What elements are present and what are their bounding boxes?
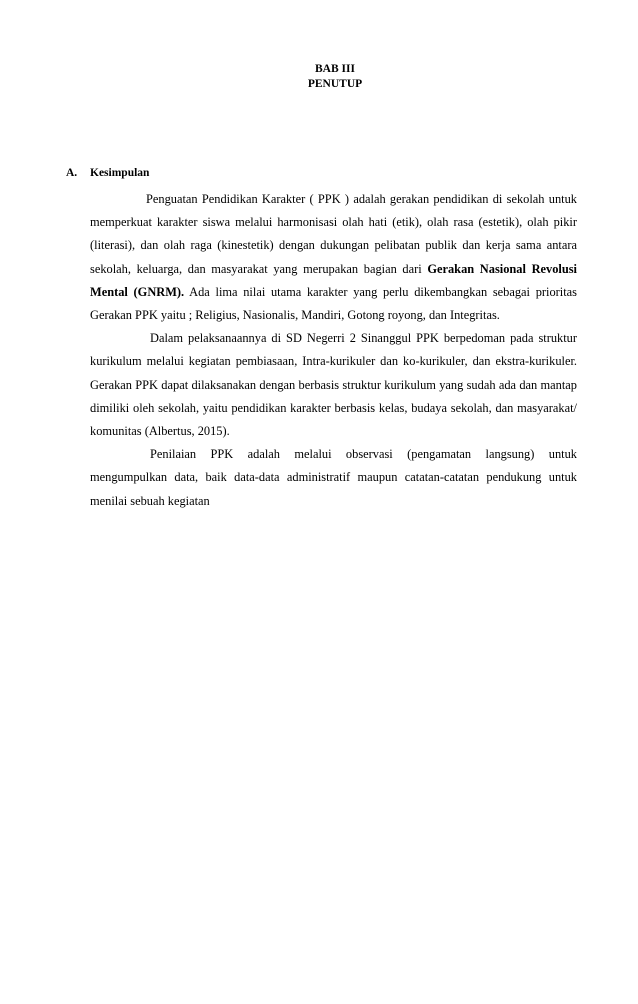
paragraph-1 [90, 188, 577, 327]
chapter-number: BAB III [315, 63, 355, 75]
paragraph-1-text-end: Ada lima nilai utama karakter yang perlu dikembangkan sebagai prioritas Gerakan PPK yaitu ; Religius, Nasionalis, Mandiri, Gotong royong, dan Integritas. [90, 284, 577, 323]
body-text [90, 188, 577, 513]
section-title: Kesimpulan [90, 167, 150, 179]
paragraph-2: Dalam pelaksanaannya di SD Negerri 2 Sinanggul PPK berpedoman pada struktur kurikulum melalui kegiatan pembiasaan, Intra-kurikuler dan ko-kurikuler, dan ekstra-kurikuler. Gerakan PPK dapat dilaksanakan dengan berbasis struktur kurikulum yang sudah ada dan mantap dimiliki oleh sekolah, yaitu pendidikan karakter berbasis kelas, budaya sekolah, dan masyarakat/ komunitas (Albertus, 2015). [90, 331, 577, 439]
paragraph-1-text: Penguatan Pendidikan Karakter ( PPK ) adalah gerakan pendidikan di sekolah untuk memperkuat karakter siswa melalui harmonisasi olah hati (etik), olah rasa (estetik), olah pikir (literasi), dan olah raga (kinestetik) dengan dukungan pelibatan publik dan kerja sama antara sekolah, keluarga, dan masyarakat yang merupakan bagian dari [90, 192, 577, 276]
section-marker: A. [66, 167, 78, 179]
chapter-heading [0, 62, 638, 92]
paragraph-3: Penilaian PPK adalah melalui observasi (pengamatan langsung) untuk mengumpulkan data, baik data-data administratif maupun catatan-catatan pendukung untuk menilai sebuah kegiatan [90, 447, 577, 508]
paragraph-1-bold-term: Gerakan Nasional Revolusi Mental (GNRM). [90, 261, 578, 299]
section-heading [66, 166, 149, 181]
chapter-title: PENUTUP [307, 78, 363, 90]
